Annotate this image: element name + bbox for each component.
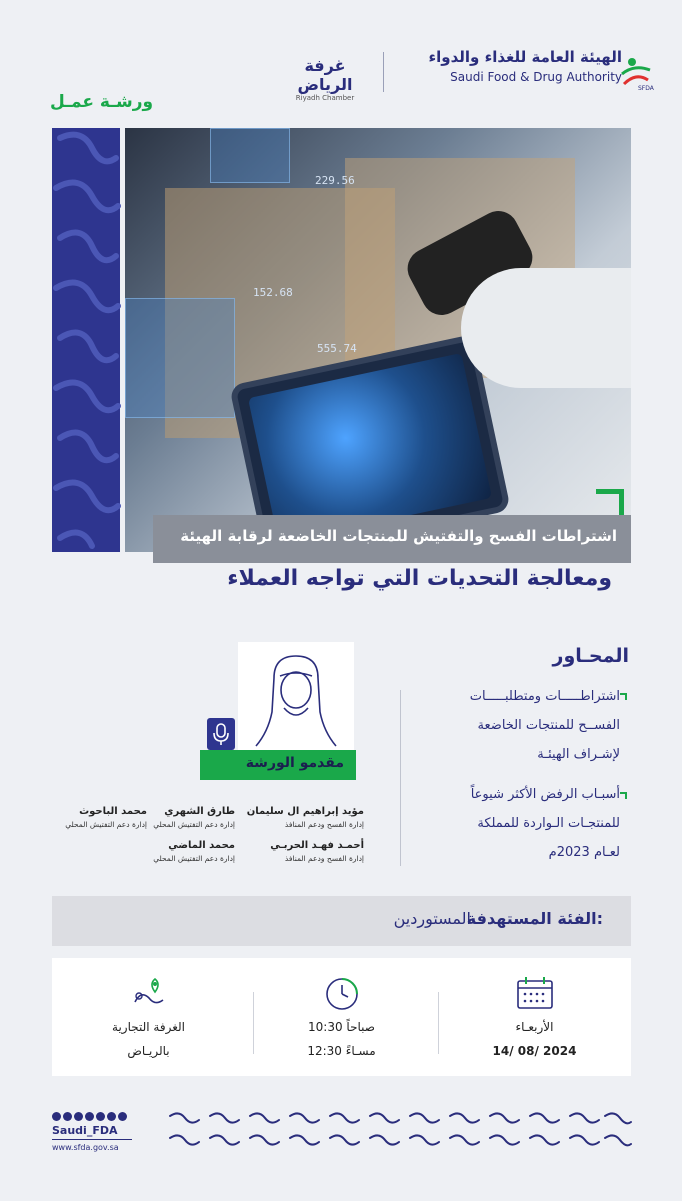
speaker-dept: إدارة الفسح ودعم المنافذ — [284, 854, 364, 863]
speaker-card — [247, 806, 364, 829]
riyadh-chamber-logo — [280, 56, 370, 102]
speaker-card — [153, 840, 235, 863]
title-banner — [153, 515, 631, 563]
social-icon[interactable] — [107, 1112, 116, 1121]
event-details — [52, 958, 631, 1076]
social-icon[interactable] — [74, 1112, 83, 1121]
corner-accent — [596, 489, 624, 517]
sfda-logo-icon — [620, 54, 652, 92]
location-pin-icon — [131, 976, 167, 1014]
target-audience-bar — [52, 896, 631, 946]
calendar-icon — [516, 976, 554, 1014]
axes-title: المحـاور — [552, 645, 629, 667]
footer-pattern — [165, 1108, 631, 1158]
speaker-name: محمد الباحوث — [79, 806, 147, 817]
speaker-card — [270, 840, 364, 863]
axis-line: أسبـاب الرفض الأكثر شيوعاً — [470, 787, 620, 802]
axis-item — [420, 682, 620, 769]
speaker-name: طارق الشهري — [164, 806, 235, 817]
hero-image — [125, 128, 631, 552]
social-icons — [52, 1112, 132, 1121]
target-label: الفئة المستهدفة: — [466, 909, 603, 928]
target-value: المستوردين — [393, 909, 471, 928]
speaker-card — [153, 806, 235, 829]
date-column — [438, 958, 631, 1076]
venue-line2: بالريـاض — [127, 1044, 170, 1058]
venue-line1: الغرفة التجارية — [112, 1020, 185, 1034]
event-day: الأربعـاء — [515, 1020, 554, 1034]
hologram-number: 229.56 — [315, 174, 355, 187]
axes-divider — [400, 690, 401, 866]
presenters-label: مقدمو الورشة — [245, 755, 344, 771]
axis-line: للمنتجـات الـواردة للمملكة — [477, 816, 620, 831]
speaker-dept: إدارة دعم التفتيش المحلي — [153, 854, 235, 863]
details-divider — [438, 992, 439, 1054]
axis-item — [420, 780, 620, 867]
decorative-pattern — [52, 128, 120, 552]
speaker-name: أحمـد فهـد الحربـي — [270, 840, 364, 851]
axis-line: الفســح للمنتجات الخاضعة — [477, 718, 620, 733]
social-handle[interactable]: Saudi_FDA — [52, 1124, 132, 1140]
axis-line: لعـام 2023م — [548, 845, 620, 860]
sfda-logo-text — [392, 48, 622, 98]
header-divider — [383, 52, 384, 92]
website-link[interactable]: www.sfda.gov.sa — [52, 1143, 119, 1152]
social-icon[interactable] — [85, 1112, 94, 1121]
hologram-number: 555.74 — [317, 342, 357, 355]
bullet-icon — [620, 693, 627, 700]
footer-social — [52, 1112, 132, 1152]
presenters-label-bar — [200, 750, 356, 780]
speaker-dept: إدارة الفسح ودعم المنافذ — [284, 820, 364, 829]
chamber-name-en: Riyadh Chamber — [295, 94, 355, 102]
hologram-panel — [210, 128, 290, 183]
chamber-name-ar: غرفة الرياض — [297, 56, 353, 94]
hand-arm — [461, 268, 631, 388]
hologram-number: 152.68 — [253, 286, 293, 299]
sfda-name-en: Saudi Food & Drug Authority — [450, 70, 622, 84]
sfda-mark-text: SFDA — [638, 85, 654, 92]
avatar — [238, 642, 354, 752]
bullet-icon — [620, 792, 627, 799]
microphone-icon — [207, 718, 235, 750]
clock-icon — [324, 976, 360, 1016]
social-icon[interactable] — [63, 1112, 72, 1121]
speaker-dept: إدارة دعم التفتيش المحلي — [153, 820, 235, 829]
sfda-name-ar: الهيئة العامة للغذاء والدواء — [428, 48, 622, 66]
speaker-card — [65, 806, 147, 829]
title-line1: اشتراطات الفسح والتفتيش للمنتجات الخاضعة لرقابة الهيئة — [180, 527, 617, 545]
speaker-dept: إدارة دعم التفتيش المحلي — [65, 820, 147, 829]
speaker-name: مؤيد إبراهيم ال سليمان — [246, 806, 364, 817]
social-icon[interactable] — [52, 1112, 61, 1121]
event-date: 14/ 08/ 2024 — [492, 1044, 577, 1058]
hologram-chart — [125, 298, 235, 418]
speaker-name: محمد الماضي — [168, 840, 235, 851]
time-column — [245, 958, 438, 1076]
axis-line: اشتراطـــــات ومتطلبـــــات — [469, 689, 620, 704]
event-time-start: 10:30 صباحاً — [308, 1020, 375, 1034]
workshop-label: ورشـة عمـل — [50, 92, 154, 112]
event-time-end: 12:30 مسـاءً — [307, 1044, 376, 1058]
details-divider — [253, 992, 254, 1054]
axis-line: لإشـراف الهيئـة — [537, 747, 620, 762]
social-icon[interactable] — [118, 1112, 127, 1121]
social-icon[interactable] — [96, 1112, 105, 1121]
venue-column — [52, 958, 245, 1076]
title-line2: ومعالجة التحديات التي تواجه العملاء — [227, 566, 612, 591]
